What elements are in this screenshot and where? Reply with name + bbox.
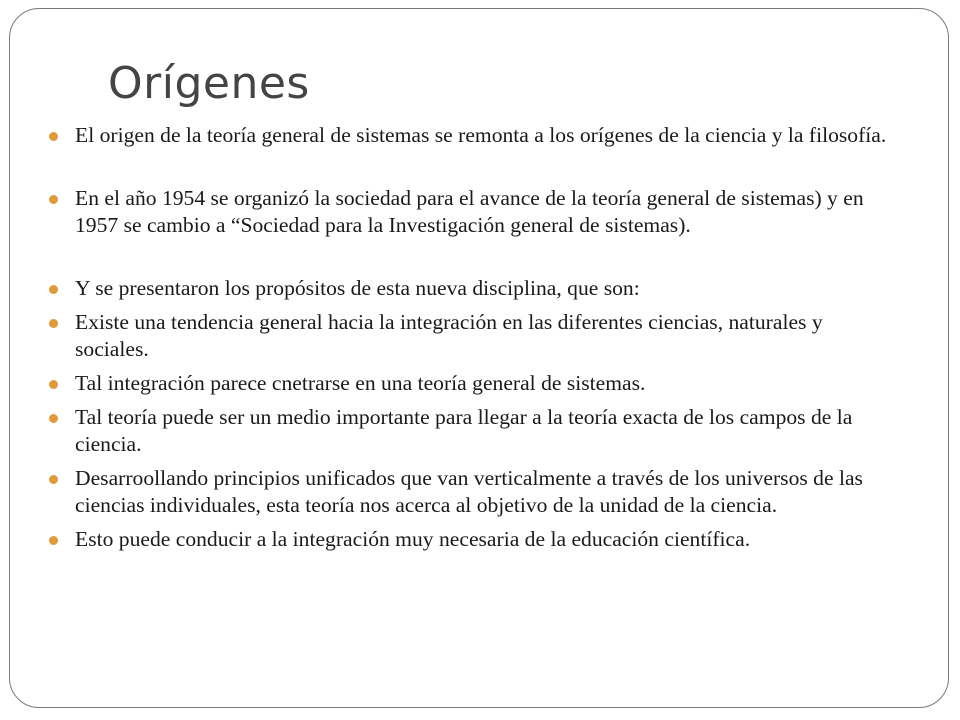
list-item-text: En el año 1954 se organizó la sociedad para el avance de la teoría general de sistemas) y en 1957 se cambio a “Sociedad para la Investigación general de sistemas). xyxy=(75,186,864,237)
list-item-text: El origen de la teoría general de sistemas se remonta a los orígenes de la ciencia y la filosofía. xyxy=(75,123,887,147)
list-item xyxy=(48,370,888,397)
list-item-text: Existe una tendencia general hacia la integración en las diferentes ciencias, naturales y sociales. xyxy=(75,310,823,361)
list-item-text: Tal integración parece cnetrarse en una teoría general de sistemas. xyxy=(75,371,646,395)
list-item xyxy=(48,275,888,302)
slide-title: Orígenes xyxy=(108,58,310,109)
list-item xyxy=(48,465,888,519)
bullet-dot-icon xyxy=(49,475,58,484)
list-item xyxy=(48,309,888,363)
list-item-text: Tal teoría puede ser un medio importante para llegar a la teoría exacta de los campos de la ciencia. xyxy=(75,405,853,456)
list-item xyxy=(48,526,888,553)
bullet-dot-icon xyxy=(49,285,58,294)
list-item xyxy=(48,122,888,149)
bullet-dot-icon xyxy=(49,319,58,328)
list-item xyxy=(48,185,888,239)
bullet-dot-icon xyxy=(49,195,58,204)
list-item-text: Desarroollando principios unificados que van verticalmente a través de los universos de las ciencias individuales, esta teoría nos acerca al objetivo de la unidad de la ciencia. xyxy=(75,466,863,517)
bullet-dot-icon xyxy=(49,414,58,423)
list-item-text: Esto puede conducir a la integración muy necesaria de la educación científica. xyxy=(75,527,751,551)
list-item-text: Y se presentaron los propósitos de esta nueva disciplina, que son: xyxy=(75,276,640,300)
bullet-list xyxy=(48,122,888,560)
bullet-dot-icon xyxy=(49,536,58,545)
list-item xyxy=(48,404,888,458)
bullet-dot-icon xyxy=(49,132,58,141)
bullet-dot-icon xyxy=(49,380,58,389)
